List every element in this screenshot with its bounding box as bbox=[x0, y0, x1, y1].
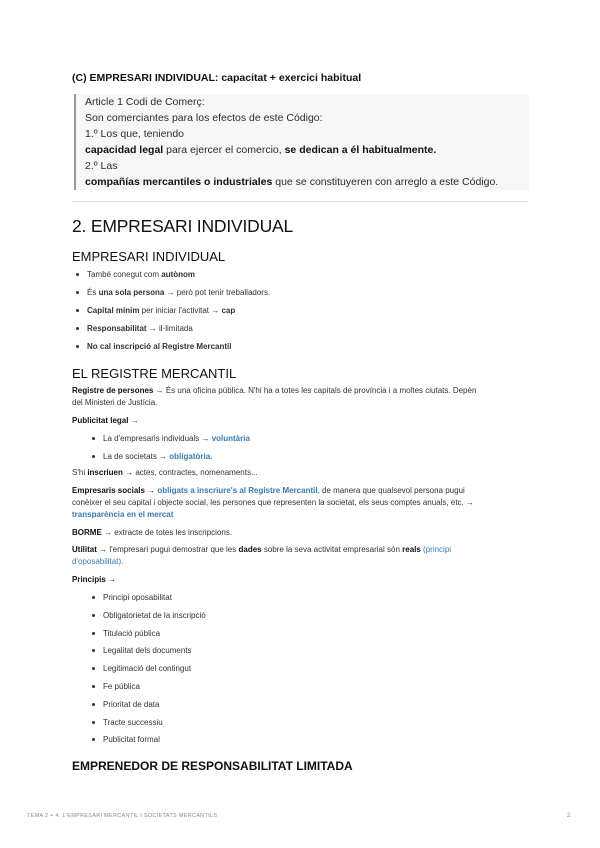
principle-item: Fe pública bbox=[88, 681, 206, 699]
quote-line bbox=[85, 142, 529, 158]
list-item: No cal inscripció al Registre Mercantil bbox=[72, 341, 270, 359]
list-item: La d'empresaris individuals → voluntària bbox=[88, 433, 250, 451]
quote-bold: capacidad legal bbox=[85, 144, 164, 156]
quote-text: para ejercer el comercio, bbox=[163, 144, 285, 156]
quote-line: Son comerciantes para los efectos de este Código: bbox=[85, 112, 323, 124]
page-number: 2 bbox=[567, 812, 571, 819]
registre-paragraph: Registre de persones → És una oficina pública. N'hi ha a totes les capitals de província i a moltes ciutats. Depèn del Ministeri de Justícia. bbox=[72, 386, 477, 407]
list-item: La de societats → obligatòria. bbox=[88, 451, 250, 469]
principle-item: Legitimació del contingut bbox=[88, 663, 206, 681]
principis-label: Principis → bbox=[72, 575, 117, 584]
quote-bold: se dedican a él habitualmente. bbox=[284, 144, 437, 156]
principis-list bbox=[88, 592, 206, 752]
publicitat-label: Publicitat legal → bbox=[72, 416, 139, 425]
list-item: També conegut com autònom bbox=[72, 269, 270, 287]
principle-item: Prioritat de data bbox=[88, 699, 206, 717]
publicitat-list bbox=[88, 433, 250, 469]
emprenedor-heading: EMPRENEDOR DE RESPONSABILITAT LIMITADA bbox=[72, 759, 353, 773]
footer-title: TEMA 2 + 4: L'EMPRESARI MERCANTIL I SOCIETATS MERCANTILS bbox=[27, 813, 218, 819]
principle-item: Obligatorietat de la inscripció bbox=[88, 610, 206, 628]
section-c-heading: (C) EMPRESARI INDIVIDUAL: capacitat + exercici habitual bbox=[72, 72, 362, 84]
section-title: 2. EMPRESARI INDIVIDUAL bbox=[72, 216, 294, 236]
principle-item: Titulació pública bbox=[88, 628, 206, 646]
quote-line: 1.º Los que, teniendo bbox=[85, 128, 184, 140]
quote-line: 2.º Las bbox=[85, 160, 118, 172]
quote-bold: compañías mercantiles o industriales bbox=[85, 176, 273, 188]
registre-heading: EL REGISTRE MERCANTIL bbox=[72, 366, 237, 381]
quote-line bbox=[85, 174, 529, 190]
utilitat-paragraph: Utilitat → l'empresari pugui demostrar que les dades sobre la seva activitat empresarial són reals (principi d'oposabilitat). bbox=[72, 545, 452, 566]
divider bbox=[72, 201, 528, 202]
quote-text: que se constituyeren con arreglo a este Código. bbox=[272, 176, 499, 188]
principle-item: Publicitat formal bbox=[88, 734, 206, 752]
principle-item: Tracte successiu bbox=[88, 717, 206, 735]
principle-item: Legalitat dels documents bbox=[88, 645, 206, 663]
empresaris-socials-paragraph: Empresaris socials → obligats a inscriure's al Registre Mercantil, de manera que qualsevol persona pugui conèixer el seu capital i objecte social, les persones que representen la societat, els seus comptes anuals, etc. → transparència en el mercat bbox=[72, 486, 474, 519]
principle-item: Principi oposabilitat bbox=[88, 592, 206, 610]
borme-paragraph: BORME → extracte de totes les inscripcions. bbox=[72, 528, 233, 537]
list-item: És una sola persona → però pot tenir treballadors. bbox=[72, 287, 270, 305]
inscriuen-paragraph: S'hi inscriuen → actes, contractes, nomenaments... bbox=[72, 468, 258, 477]
empresari-list bbox=[72, 269, 270, 359]
quote-line: Article 1 Codi de Comerç: bbox=[85, 96, 205, 108]
empresari-heading: EMPRESARI INDIVIDUAL bbox=[72, 249, 226, 264]
list-item: Responsabilitat → il·limitada bbox=[72, 323, 270, 341]
code-quote bbox=[74, 94, 529, 190]
list-item: Capital mínim per iniciar l'activitat → cap bbox=[72, 305, 270, 323]
